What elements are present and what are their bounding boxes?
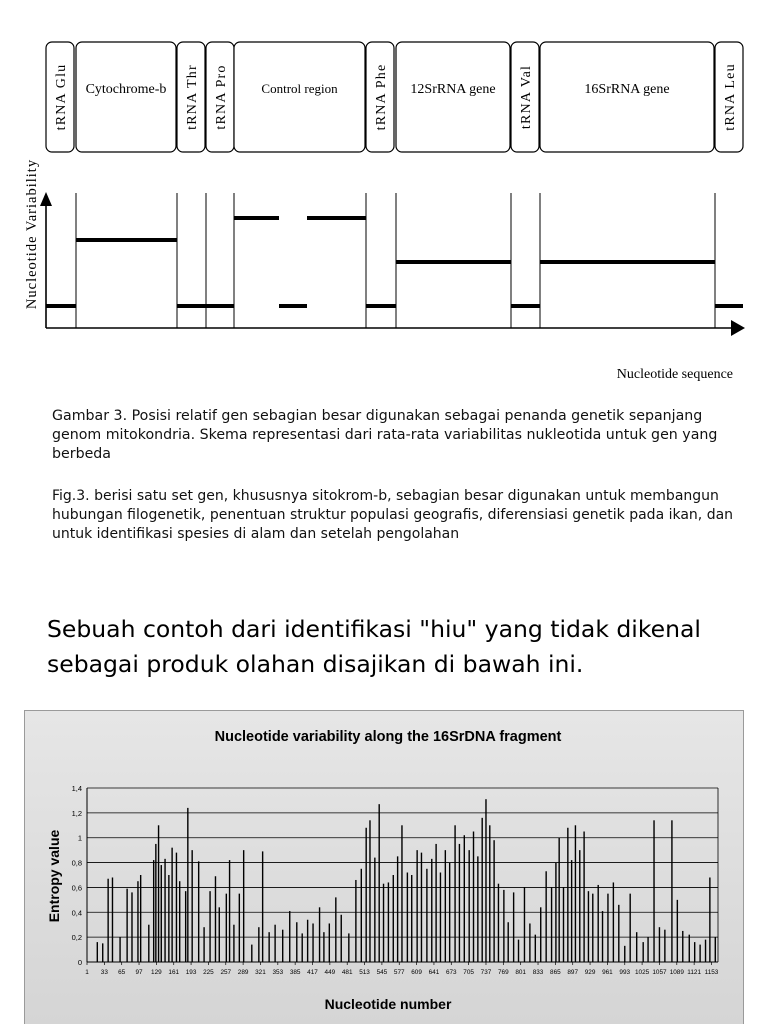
chart-bar xyxy=(445,850,446,962)
chart-x-tick-label: 1 xyxy=(85,969,89,976)
chart-bar xyxy=(153,860,154,962)
chart-bar xyxy=(694,942,695,962)
gene-label-cytochrome-b: Cytochrome-b xyxy=(85,82,167,97)
chart-bar xyxy=(653,820,654,962)
chart-bar xyxy=(341,915,342,962)
chart-bar xyxy=(369,820,370,962)
entropy-chart xyxy=(25,711,743,1025)
chart-bar xyxy=(647,937,648,962)
chart-bar xyxy=(682,931,683,962)
chart-bar xyxy=(477,856,478,962)
gene-box-12srrna-gene xyxy=(396,42,510,152)
chart-bar xyxy=(715,937,716,962)
chart-bar xyxy=(319,907,320,962)
chart-x-tick-label: 801 xyxy=(515,969,527,976)
chart-bar xyxy=(191,850,192,962)
chart-bar xyxy=(171,848,172,962)
chart-bar xyxy=(168,875,169,962)
chart-x-tick-label: 545 xyxy=(376,969,388,976)
gene-label-control-region: Control region xyxy=(261,81,338,96)
chart-bar xyxy=(307,920,308,962)
chart-bar xyxy=(164,859,165,962)
chart-x-tick-label: 129 xyxy=(151,969,162,976)
chart-bar xyxy=(203,927,204,962)
gene-label-trna-leu: tRNA Leu xyxy=(723,63,738,131)
chart-y-tick-label: 0,8 xyxy=(71,858,82,868)
chart-y-ticks xyxy=(72,784,82,967)
chart-bar xyxy=(243,850,244,962)
chart-bar xyxy=(551,887,552,962)
gene-label-16srrna-gene: 16SrRNA gene xyxy=(584,82,670,97)
chart-x-axis-label: Nucleotide number xyxy=(324,996,452,1012)
chart-bar xyxy=(102,943,103,962)
chart-x-tick-label: 705 xyxy=(463,969,474,976)
chart-bar xyxy=(176,853,177,962)
gene-label-12srrna-gene: 12SrRNA gene xyxy=(410,82,496,97)
entropy-chart-panel xyxy=(24,710,744,1024)
chart-y-tick-label: 0 xyxy=(77,958,82,967)
chart-bar xyxy=(575,825,576,962)
chart-bar xyxy=(226,894,227,962)
chart-bar xyxy=(158,825,159,962)
chart-bar xyxy=(473,832,474,963)
gene-label-trna-phe: tRNA Phe xyxy=(374,63,389,131)
diagram-x-axis-label: Nucleotide sequence xyxy=(616,367,733,382)
chart-x-tick-label: 929 xyxy=(584,969,596,976)
chart-bar xyxy=(518,940,519,962)
chart-x-tick-label: 609 xyxy=(411,969,422,976)
chart-y-tick-label: 1,4 xyxy=(71,784,82,793)
chart-bar xyxy=(567,828,568,962)
chart-bar xyxy=(558,838,559,962)
example-intro-text: Sebuah contoh dari identifikasi "hiu" yang tidak dikenal sebagai produk olahan disajikan di bawah ini. xyxy=(47,615,701,678)
chart-x-tick-label: 257 xyxy=(220,969,232,976)
chart-bar xyxy=(348,933,349,962)
chart-bar xyxy=(642,942,643,962)
chart-x-ticks xyxy=(85,962,719,976)
chart-bar xyxy=(378,804,379,962)
chart-x-tick-label: 865 xyxy=(550,969,561,976)
chart-bar xyxy=(555,863,556,962)
chart-bar xyxy=(449,863,450,962)
chart-x-tick-label: 513 xyxy=(359,969,370,976)
chart-bar xyxy=(302,933,303,962)
chart-bar xyxy=(126,889,127,962)
chart-bar xyxy=(416,850,417,962)
chart-x-tick-label: 961 xyxy=(602,969,613,976)
chart-bar xyxy=(592,894,593,962)
chart-y-tick-label: 1 xyxy=(77,833,82,843)
x-axis-arrow-icon xyxy=(731,320,745,336)
chart-bar xyxy=(229,860,230,962)
chart-bar xyxy=(705,940,706,962)
chart-bar xyxy=(219,907,220,962)
chart-x-tick-label: 193 xyxy=(185,969,197,976)
chart-bar xyxy=(440,873,441,962)
chart-x-tick-label: 65 xyxy=(118,969,126,976)
chart-bar xyxy=(274,925,275,962)
chart-bar xyxy=(454,825,455,962)
chart-bar xyxy=(296,922,297,962)
chart-bar xyxy=(602,911,603,962)
chart-bar xyxy=(323,932,324,962)
chart-x-tick-label: 97 xyxy=(135,969,143,976)
chart-bars xyxy=(97,799,716,962)
chart-bar xyxy=(289,911,290,962)
chart-bar xyxy=(397,856,398,962)
chart-bar xyxy=(335,897,336,962)
chart-bar xyxy=(148,925,149,962)
chart-bar xyxy=(411,875,412,962)
chart-bar xyxy=(187,808,188,962)
chart-bar xyxy=(607,894,608,962)
chart-bar xyxy=(383,884,384,962)
chart-bar xyxy=(374,858,375,962)
gene-label-trna-val: tRNA Val xyxy=(519,64,534,130)
chart-bar xyxy=(545,871,546,962)
chart-bar xyxy=(251,945,252,962)
chart-bar xyxy=(629,894,630,962)
chart-y-tick-label: 1,2 xyxy=(71,808,82,818)
gene-label-trna-pro: tRNA Pro xyxy=(214,64,229,130)
chart-bar xyxy=(107,879,108,962)
chart-x-tick-label: 769 xyxy=(497,969,509,976)
chart-bar xyxy=(508,922,509,962)
chart-bar xyxy=(215,876,216,962)
gene-label-trna-thr: tRNA Thr xyxy=(185,64,200,130)
chart-x-tick-label: 33 xyxy=(100,969,108,976)
chart-bar xyxy=(161,865,162,962)
chart-bar xyxy=(137,881,138,962)
chart-bar xyxy=(503,890,504,962)
chart-bar xyxy=(513,892,514,962)
chart-bar xyxy=(131,892,132,962)
mitochondrial-gene-diagram xyxy=(0,0,768,395)
chart-bar xyxy=(529,923,530,962)
chart-bar xyxy=(598,885,599,962)
chart-x-tick-label: 897 xyxy=(567,969,579,976)
chart-x-tick-label: 833 xyxy=(532,969,544,976)
chart-bar xyxy=(613,882,614,962)
gene-boxes xyxy=(46,42,743,152)
chart-x-tick-label: 577 xyxy=(393,969,405,976)
chart-bar xyxy=(493,840,494,962)
chart-x-tick-label: 1025 xyxy=(634,969,650,976)
chart-x-tick-label: 161 xyxy=(168,969,180,976)
y-axis-arrow-icon xyxy=(40,192,52,206)
chart-x-tick-label: 353 xyxy=(272,969,284,976)
chart-bar xyxy=(563,887,564,962)
chart-bar xyxy=(624,946,625,962)
figure-caption-fig3: Fig.3. berisi satu set gen, khususnya sitokrom-b, sebagian besar digunakan untuk membangun hubungan filogenetik, penentuan struktur populasi geografis, diferensiasi genetik pada ikan, dan untuk identifikasi spesies di alam dan setelah pengolahan xyxy=(52,488,734,542)
chart-bar xyxy=(689,935,690,962)
chart-x-tick-label: 1089 xyxy=(669,969,684,976)
gene-box-16srrna-gene xyxy=(540,42,714,152)
chart-x-tick-label: 481 xyxy=(341,969,353,976)
chart-bar xyxy=(571,860,572,962)
gene-label-trna-glu: tRNA Glu xyxy=(54,63,69,131)
chart-bar xyxy=(677,900,678,962)
chart-bar xyxy=(659,927,660,962)
chart-bar xyxy=(185,891,186,962)
chart-bar xyxy=(468,850,469,962)
chart-x-tick-label: 1057 xyxy=(652,969,667,976)
chart-bar xyxy=(664,930,665,962)
chart-x-tick-label: 1121 xyxy=(687,969,702,976)
chart-y-tick-label: 0,6 xyxy=(71,883,82,893)
chart-y-axis-label: Entropy value xyxy=(46,829,62,923)
chart-bar xyxy=(699,945,700,962)
chart-bar xyxy=(209,891,210,962)
gene-box-cytochrome-b xyxy=(76,42,176,152)
chart-bar xyxy=(426,869,427,962)
chart-bar xyxy=(583,832,584,963)
figure-caption-indonesian: Gambar 3. Posisi relatif gen sebagian besar digunakan sebagai penanda genetik sepanjang genom mitokondria. Skema representasi dari rata-rata variabilitas nukleotida untuk gen yang berbeda xyxy=(52,408,718,462)
chart-title: Nucleotide variability along the 16SrDNA fragment xyxy=(214,729,562,745)
chart-bar xyxy=(481,818,482,962)
chart-bar xyxy=(489,825,490,962)
chart-bar xyxy=(179,881,180,962)
chart-bar xyxy=(401,825,402,962)
chart-bar xyxy=(112,877,113,962)
chart-bar xyxy=(155,844,156,962)
chart-x-tick-label: 1153 xyxy=(704,969,719,976)
chart-bar xyxy=(262,851,263,962)
chart-bar xyxy=(421,853,422,962)
chart-x-tick-label: 385 xyxy=(289,969,301,976)
chart-bar xyxy=(365,828,366,962)
chart-bar xyxy=(407,873,408,962)
chart-y-tick-label: 0,2 xyxy=(71,933,82,943)
chart-bar xyxy=(588,891,589,962)
chart-x-tick-label: 993 xyxy=(619,969,631,976)
chart-bar xyxy=(671,820,672,962)
chart-bar xyxy=(535,935,536,962)
chart-bar xyxy=(464,835,465,962)
chart-bar xyxy=(312,923,313,962)
chart-bar xyxy=(388,882,389,962)
chart-bar xyxy=(393,875,394,962)
chart-bar xyxy=(258,927,259,962)
chart-bar xyxy=(540,907,541,962)
chart-bar xyxy=(361,869,362,962)
gene-box-control-region xyxy=(234,42,365,152)
chart-bar xyxy=(498,884,499,962)
diagram-y-axis-label: Nucleotide Variability xyxy=(24,158,40,310)
chart-bar xyxy=(329,923,330,962)
chart-x-tick-label: 449 xyxy=(324,969,336,976)
chart-y-tick-label: 0,4 xyxy=(71,908,82,918)
chart-x-tick-label: 641 xyxy=(428,969,440,976)
chart-bar xyxy=(119,937,120,962)
chart-bar xyxy=(233,925,234,962)
chart-bar xyxy=(97,942,98,962)
chart-x-tick-label: 225 xyxy=(203,969,214,976)
chart-x-tick-label: 289 xyxy=(237,969,249,976)
chart-bar xyxy=(431,859,432,962)
chart-bar xyxy=(198,861,199,962)
chart-bar xyxy=(268,932,269,962)
chart-bar xyxy=(524,887,525,962)
chart-bar xyxy=(459,844,460,962)
chart-bar xyxy=(579,850,580,962)
chart-bar xyxy=(239,894,240,962)
chart-bar xyxy=(618,905,619,962)
chart-x-tick-label: 673 xyxy=(445,969,457,976)
chart-bar xyxy=(709,877,710,962)
chart-bar xyxy=(282,930,283,962)
chart-bar xyxy=(485,799,486,962)
chart-x-tick-label: 417 xyxy=(307,969,318,976)
chart-x-tick-label: 321 xyxy=(255,969,266,976)
chart-bar xyxy=(355,880,356,962)
chart-bar xyxy=(636,932,637,962)
chart-bar xyxy=(435,844,436,962)
chart-bar xyxy=(140,875,141,962)
chart-x-tick-label: 737 xyxy=(480,969,492,976)
variability-plot xyxy=(40,192,745,336)
